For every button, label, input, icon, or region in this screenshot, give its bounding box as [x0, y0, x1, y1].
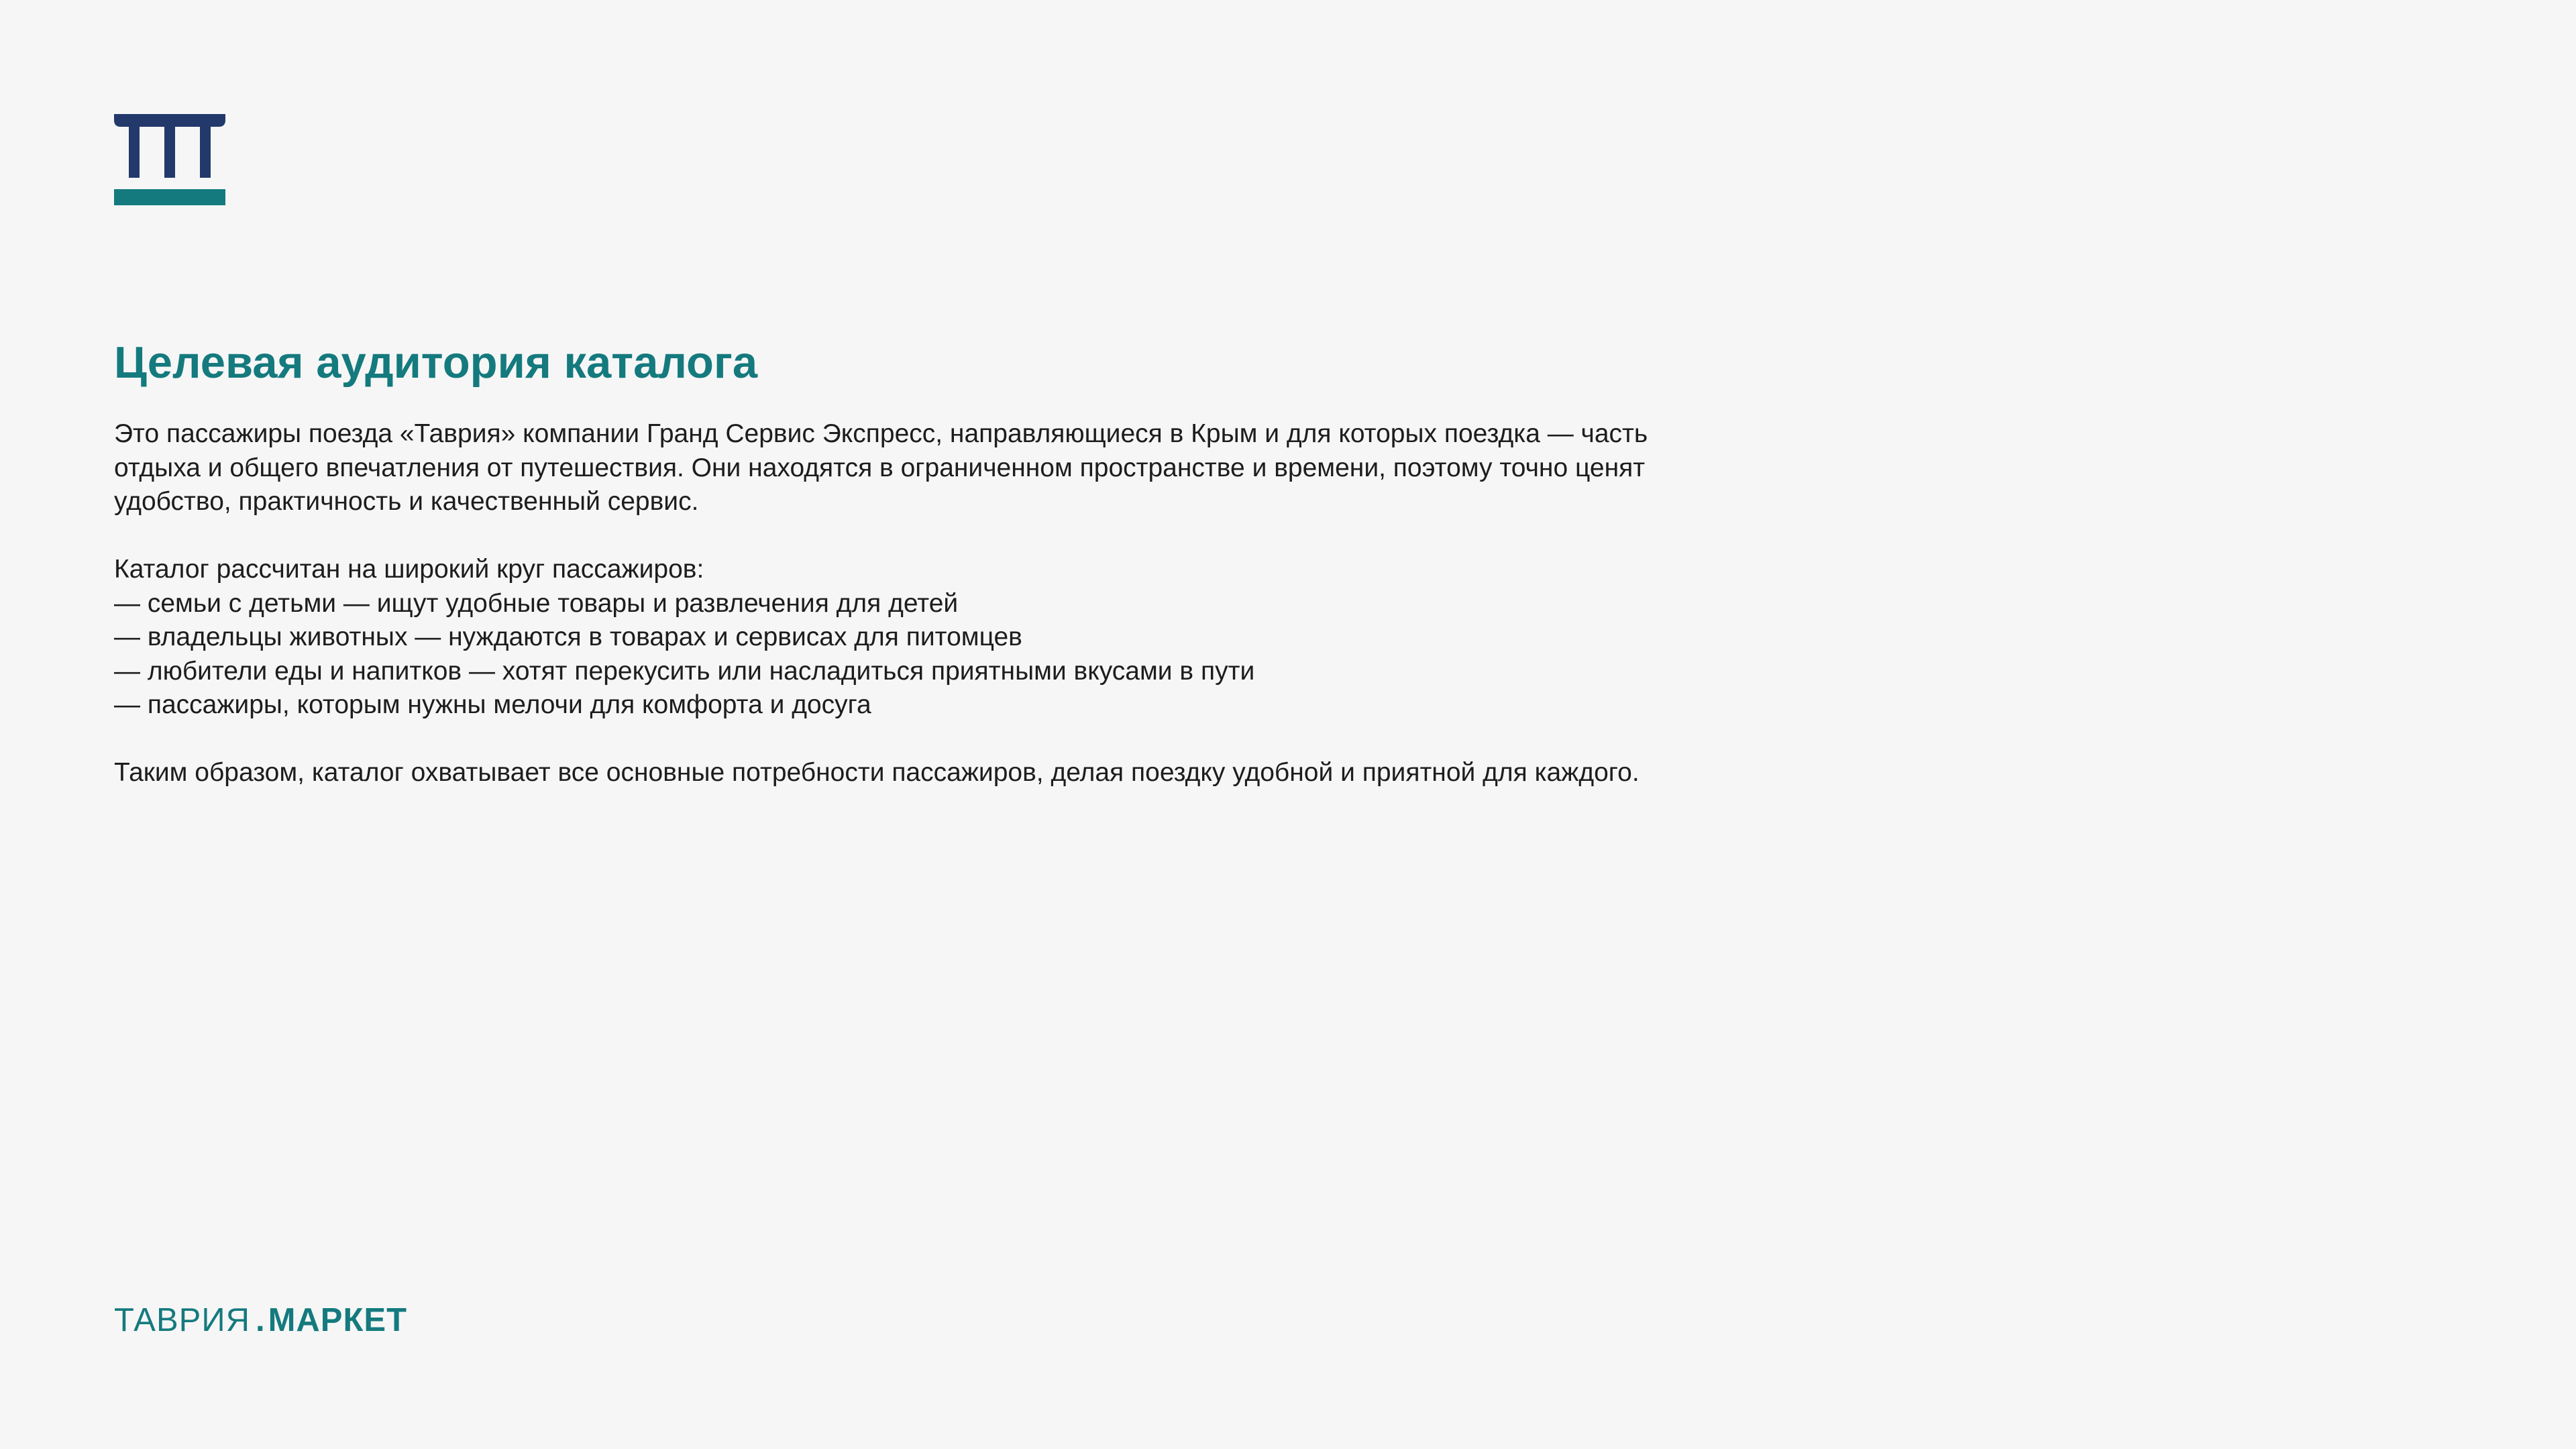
audience-item: — владельцы животных — нуждаются в товарах и сервисах для питомцев [114, 623, 1022, 651]
columns-logo-icon [114, 114, 225, 205]
audience-item: — любители еды и напитков — хотят перекусить или насладиться приятными вкусами в пути [114, 656, 1255, 686]
audience-item: — семьи с детьми — ищут удобные товары и развлечения для детей [114, 588, 959, 618]
intro-line: отдыха и общего впечатления от путешествия. Они находятся в ограниченном пространстве и времени, поэтому точно ценят [114, 453, 1646, 482]
audience-lead: Каталог рассчитан на широкий круг пассажиров: [114, 555, 704, 584]
brand-part-1: ТАВРИЯ [114, 1302, 250, 1338]
brand-part-2: МАРКЕТ [268, 1302, 408, 1338]
page-title: Целевая аудитория каталога [114, 337, 758, 388]
brand-dot: . [255, 1302, 266, 1338]
brand-wordmark [114, 1300, 407, 1340]
audience-item: — пассажиры, которым нужны мелочи для комфорта и досуга [114, 690, 871, 719]
body-text [114, 417, 1925, 790]
intro-line: Это пассажиры поезда «Таврия» компании Гранд Сервис Экспресс, направляющиеся в Крым и для которых поездка — часть [114, 419, 1648, 448]
conclusion: Таким образом, каталог охватывает все основные потребности пассажиров, делая поездку удобной и приятной для каждого. [114, 758, 1640, 787]
intro-line: удобство, практичность и качественный сервис. [114, 487, 699, 516]
